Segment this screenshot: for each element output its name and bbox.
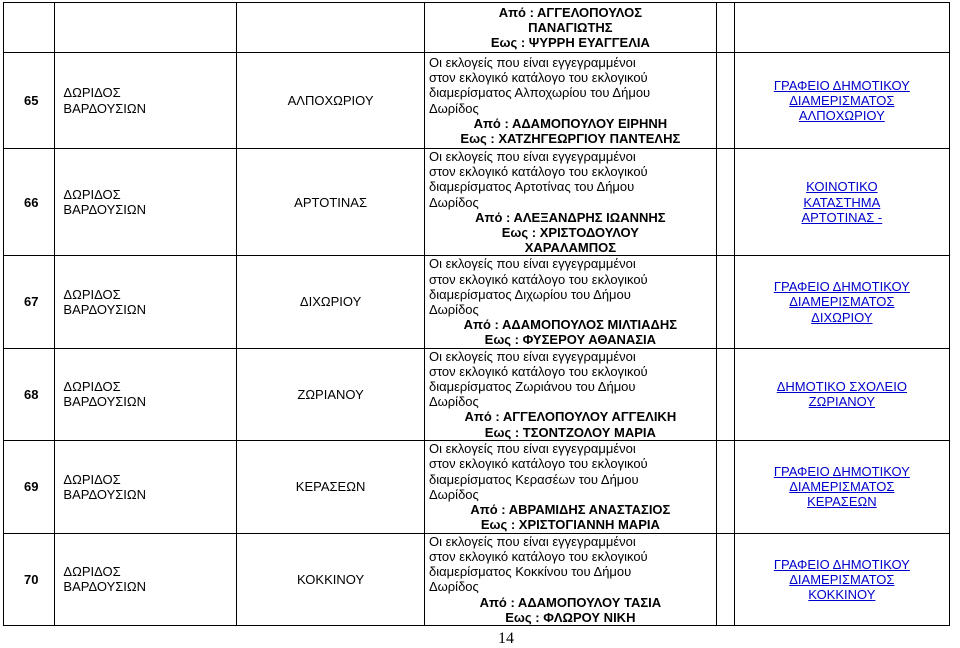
- empty-cell: [716, 149, 734, 256]
- location-cell[interactable]: [734, 256, 949, 348]
- range-from: Από : ΑΛΕΞΑΝΔΡΗΣ ΙΩΑΝΝΗΣ: [475, 209, 666, 225]
- description-line: Οι εκλογείς που είναι εγγεγραμμένοι: [428, 533, 636, 549]
- range-to: Εως : ΨΥΡΡΗ ΕΥΑΓΓΕΛΙΑ: [490, 35, 650, 51]
- empty-cell: [716, 3, 734, 53]
- range-to: Εως : ΧΡΙΣΤΟΓΙΑΝΝΗ ΜΑΡΙΑ: [480, 517, 660, 533]
- empty-cell: [716, 256, 734, 348]
- range-from: Από : ΑΔΑΜΟΠΟΥΛΟΥ ΕΙΡΗΝΗ: [473, 115, 668, 131]
- municipality-line1: ΔΩΡΙΔΟΣ: [63, 471, 121, 487]
- location-cell: [734, 3, 949, 53]
- description-cell: [424, 149, 716, 256]
- department-cell: ΚΕΡΑΣΕΩΝ: [237, 440, 425, 533]
- municipality-line1: ΔΩΡΙΔΟΣ: [63, 379, 121, 395]
- description-cell: [424, 256, 716, 348]
- range-to: Εως : ΦΛΩΡΟΥ ΝΙΚΗ: [505, 609, 636, 625]
- municipality-line2: ΒΑΡΔΟΥΣΙΩΝ: [63, 302, 146, 318]
- department-cell: ΔΙΧΩΡΙΟΥ: [237, 256, 425, 348]
- empty-cell: [716, 440, 734, 533]
- empty-cell: [716, 53, 734, 149]
- location-line3[interactable]: ΚΕΡΑΣΕΩΝ: [807, 494, 877, 510]
- municipality-line2: ΒΑΡΔΟΥΣΙΩΝ: [63, 486, 146, 502]
- location-line3[interactable]: ΔΙΧΩΡΙΟΥ: [811, 309, 873, 325]
- description-cell: [424, 348, 716, 440]
- description-line: διαμερίσματος Διχωρίου του Δήμου: [428, 286, 631, 302]
- location-line2[interactable]: ΔΙΑΜΕΡΙΣΜΑΤΟΣ: [789, 571, 895, 587]
- department-cell: ΚΟΚΚΙΝΟΥ: [237, 533, 425, 625]
- table-row: [4, 149, 950, 256]
- municipality-cell: [55, 149, 237, 256]
- description-line: στον εκλογικό κατάλογο του εκλογικού: [428, 271, 648, 287]
- description-line: Οι εκλογείς που είναι εγγεγραμμένοι: [428, 256, 636, 272]
- description-line: Δωρίδος: [428, 194, 479, 210]
- municipality-line2: ΒΑΡΔΟΥΣΙΩΝ: [63, 202, 146, 218]
- row-number: 69: [4, 440, 55, 533]
- description-line: Οι εκλογείς που είναι εγγεγραμμένοι: [428, 54, 636, 70]
- location-line1[interactable]: ΚΟΙΝΟΤΙΚΟ: [806, 179, 878, 195]
- row-number: 67: [4, 256, 55, 348]
- location-line2[interactable]: ΚΑΤΑΣΤΗΜΑ: [803, 194, 881, 210]
- location-cell[interactable]: [734, 440, 949, 533]
- municipality-line1: ΔΩΡΙΔΟΣ: [63, 286, 121, 302]
- description-line: στον εκλογικό κατάλογο του εκλογικού: [428, 549, 648, 565]
- range-from: Από : ΑΔΑΜΟΠΟΥΛΟΣ ΜΙΛΤΙΑΔΗΣ: [463, 317, 678, 333]
- row-number: 65: [4, 53, 55, 149]
- description-line: Οι εκλογείς που είναι εγγεγραμμένοι: [428, 348, 636, 364]
- location-line3[interactable]: ΑΛΠΟΧΩΡΙΟΥ: [798, 108, 885, 124]
- description-line: διαμερίσματος Ζωριάνου του Δήμου: [428, 379, 636, 395]
- location-line2[interactable]: ΔΙΑΜΕΡΙΣΜΑΤΟΣ: [789, 479, 895, 495]
- municipality-line2: ΒΑΡΔΟΥΣΙΩΝ: [63, 579, 146, 595]
- location-line1[interactable]: ΓΡΑΦΕΙΟ ΔΗΜΟΤΙΚΟΥ: [773, 279, 910, 295]
- description-cell: [424, 3, 716, 53]
- description-cell: [424, 533, 716, 625]
- location-line1[interactable]: ΔΗΜΟΤΙΚΟ ΣΧΟΛΕΙΟ: [776, 379, 907, 395]
- description-cell: [424, 53, 716, 149]
- range-to-cont: ΧΑΡΑΛΑΜΠΟΣ: [524, 240, 617, 256]
- municipality-cell: [55, 440, 237, 533]
- location-line3[interactable]: ΚΟΚΚΙΝΟΥ: [808, 587, 876, 603]
- municipality-cell: [55, 348, 237, 440]
- department-cell: ΑΛΠΟΧΩΡΙΟΥ: [237, 53, 425, 149]
- municipality-cell: [55, 533, 237, 625]
- description-line: διαμερίσματος Κοκκίνου του Δήμου: [428, 564, 632, 580]
- range-to: Εως : ΤΣΟΝΤΖΟΛΟΥ ΜΑΡΙΑ: [484, 424, 656, 440]
- polling-stations-table: [3, 2, 950, 626]
- description-cell: [424, 440, 716, 533]
- table-row: [4, 348, 950, 440]
- table-row-continuation: [4, 3, 950, 53]
- municipality-cell: [55, 3, 237, 53]
- description-line: Δωρίδος: [428, 486, 479, 502]
- description-line: Δωρίδος: [428, 302, 479, 318]
- department-cell: [237, 3, 425, 53]
- location-line2[interactable]: ΖΩΡΙΑΝΟΥ: [808, 394, 876, 410]
- location-cell[interactable]: [734, 149, 949, 256]
- department-cell: ΑΡΤΟΤΙΝΑΣ: [237, 149, 425, 256]
- description-line: στον εκλογικό κατάλογο του εκλογικού: [428, 456, 648, 472]
- description-line: διαμερίσματος Αλποχωρίου του Δήμου: [428, 85, 651, 101]
- location-cell[interactable]: [734, 533, 949, 625]
- table-row: [4, 256, 950, 348]
- description-line: Δωρίδος: [428, 579, 479, 595]
- location-line2[interactable]: ΔΙΑΜΕΡΙΣΜΑΤΟΣ: [789, 92, 895, 108]
- description-line: Οι εκλογείς που είναι εγγεγραμμένοι: [428, 441, 636, 457]
- range-to: Εως : ΧΑΤΖΗΓΕΩΡΓΙΟΥ ΠΑΝΤΕΛΗΣ: [460, 130, 681, 146]
- range-from: Από : ΑΓΓΕΛΟΠΟΥΛΟΣ: [498, 4, 643, 20]
- municipality-line1: ΔΩΡΙΔΟΣ: [63, 187, 121, 202]
- range-to: Εως : ΦΥΣΕΡΟΥ ΑΘΑΝΑΣΙΑ: [484, 332, 657, 348]
- location-cell[interactable]: [734, 348, 949, 440]
- range-to: Εως : ΧΡΙΣΤΟΔΟΥΛΟΥ: [501, 225, 639, 241]
- table-row: [4, 533, 950, 625]
- location-line1[interactable]: ΓΡΑΦΕΙΟ ΔΗΜΟΤΙΚΟΥ: [773, 556, 910, 572]
- row-number: 68: [4, 348, 55, 440]
- location-line2[interactable]: ΔΙΑΜΕΡΙΣΜΑΤΟΣ: [789, 294, 895, 310]
- municipality-cell: [55, 53, 237, 149]
- row-number: 70: [4, 533, 55, 625]
- municipality-line2: ΒΑΡΔΟΥΣΙΩΝ: [63, 100, 146, 116]
- location-line1[interactable]: ΓΡΑΦΕΙΟ ΔΗΜΟΤΙΚΟΥ: [773, 77, 910, 93]
- municipality-line1: ΔΩΡΙΔΟΣ: [63, 564, 121, 580]
- table-row: [4, 440, 950, 533]
- location-cell[interactable]: [734, 53, 949, 149]
- description-line: Δωρίδος: [428, 100, 479, 116]
- municipality-cell: [55, 256, 237, 348]
- description-line: διαμερίσματος Κερασέων του Δήμου: [428, 471, 639, 487]
- empty-cell: [716, 348, 734, 440]
- municipality-line2: ΒΑΡΔΟΥΣΙΩΝ: [63, 394, 146, 410]
- range-from-cont: ΠΑΝΑΓΙΩΤΗΣ: [528, 19, 613, 35]
- range-from: Από : ΑΒΡΑΜΙΔΗΣ ΑΝΑΣΤΑΣΙΟΣ: [470, 502, 671, 518]
- location-line1[interactable]: ΓΡΑΦΕΙΟ ΔΗΜΟΤΙΚΟΥ: [773, 464, 910, 480]
- description-line: στον εκλογικό κατάλογο του εκλογικού: [428, 363, 648, 379]
- municipality-line1: ΔΩΡΙΔΟΣ: [63, 85, 121, 101]
- num-cell: [4, 3, 55, 53]
- range-from: Από : ΑΔΑΜΟΠΟΥΛΟΥ ΤΑΣΙΑ: [479, 594, 662, 610]
- page-number: 14: [498, 630, 514, 647]
- location-line3[interactable]: ΑΡΤΟΤΙΝΑΣ -: [801, 209, 883, 225]
- description-line: στον εκλογικό κατάλογο του εκλογικού: [428, 164, 648, 180]
- description-line: Οι εκλογείς που είναι εγγεγραμμένοι: [428, 149, 636, 164]
- range-from: Από : ΑΓΓΕΛΟΠΟΥΛΟΥ ΑΓΓΕΛΙΚΗ: [464, 409, 677, 425]
- description-line: διαμερίσματος Αρτοτίνας του Δήμου: [428, 179, 635, 195]
- empty-cell: [716, 533, 734, 625]
- description-line: Δωρίδος: [428, 394, 479, 410]
- description-line: στον εκλογικό κατάλογο του εκλογικού: [428, 70, 648, 86]
- department-cell: ΖΩΡΙΑΝΟΥ: [237, 348, 425, 440]
- table-row: [4, 53, 950, 149]
- row-number: 66: [4, 149, 55, 256]
